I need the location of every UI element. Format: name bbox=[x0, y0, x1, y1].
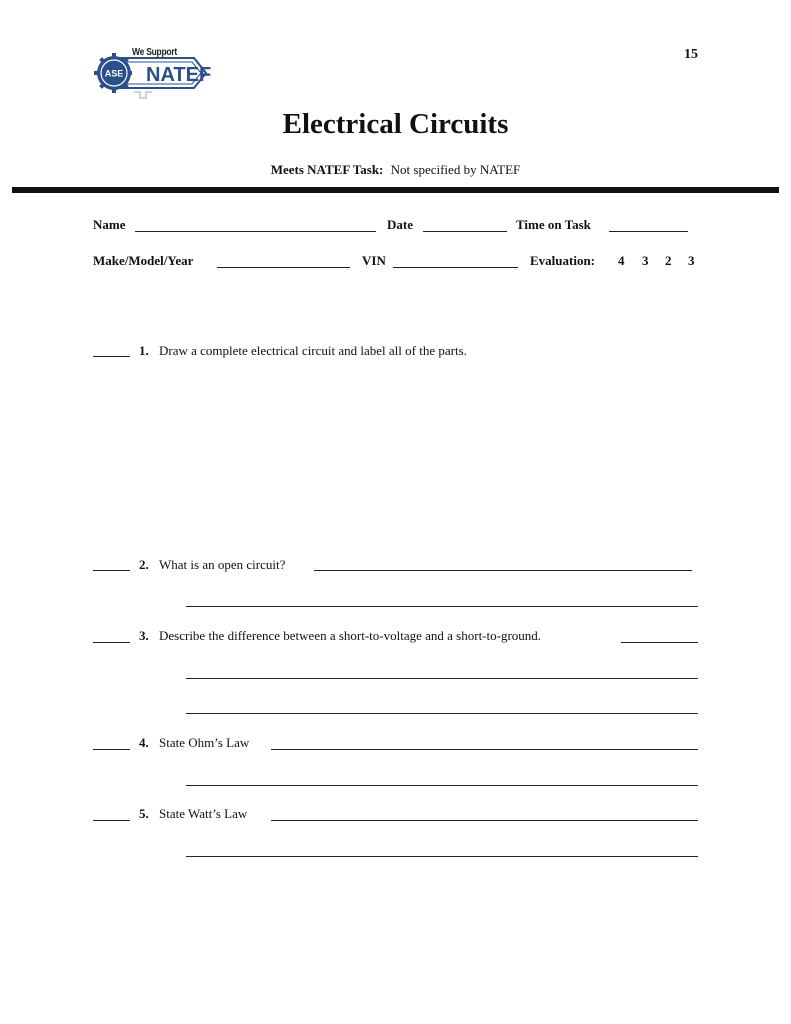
logo-tagline: We Support bbox=[132, 47, 177, 58]
q4-answer-line-2[interactable] bbox=[186, 785, 698, 786]
q2-number: 2. bbox=[139, 557, 149, 572]
q3-text: Describe the difference between a short-to-voltage and a short-to-ground. bbox=[159, 628, 542, 643]
task-label: Meets NATEF Task: bbox=[270, 162, 384, 177]
evaluation-score-3[interactable]: 3 bbox=[642, 253, 649, 268]
q4-number: 4. bbox=[139, 735, 149, 750]
page-title: Electrical Circuits bbox=[282, 108, 509, 140]
logo-brand: NATEF bbox=[146, 64, 212, 86]
task-value: Not specified by NATEF bbox=[390, 162, 521, 177]
q3-answer-line-1[interactable] bbox=[621, 642, 698, 643]
time-on-task-field[interactable] bbox=[609, 231, 688, 232]
q4-answer-line-1[interactable] bbox=[271, 749, 698, 750]
evaluation-score-1[interactable]: 3 bbox=[688, 253, 695, 268]
q3-score-blank[interactable] bbox=[93, 642, 130, 643]
q2-answer-line-1[interactable] bbox=[314, 570, 692, 571]
q1-score-blank[interactable] bbox=[93, 356, 130, 357]
q3-number: 3. bbox=[139, 628, 149, 643]
name-label: Name bbox=[93, 217, 126, 232]
q5-number: 5. bbox=[139, 806, 149, 821]
evaluation-label: Evaluation: bbox=[530, 253, 596, 268]
page-number: 15 bbox=[684, 47, 698, 62]
header-divider bbox=[12, 187, 779, 193]
logo-seal-text: ASE bbox=[104, 68, 124, 79]
evaluation-score-2[interactable]: 2 bbox=[665, 253, 672, 268]
natef-task-line bbox=[0, 162, 791, 178]
q4-text: State Ohm’s Law bbox=[159, 735, 250, 750]
date-label: Date bbox=[387, 217, 413, 232]
make-model-year-field[interactable] bbox=[217, 267, 350, 268]
vin-field[interactable] bbox=[393, 267, 518, 268]
time-on-task-label: Time on Task bbox=[516, 217, 591, 232]
q2-answer-line-2[interactable] bbox=[186, 606, 698, 607]
q4-score-blank[interactable] bbox=[93, 749, 130, 750]
make-model-year-label: Make/Model/Year bbox=[93, 253, 194, 268]
evaluation-score-4[interactable]: 4 bbox=[618, 253, 625, 268]
date-field[interactable] bbox=[423, 231, 507, 232]
q3-answer-line-3[interactable] bbox=[186, 713, 698, 714]
natef-logo bbox=[94, 44, 214, 104]
name-field[interactable] bbox=[135, 231, 376, 232]
q5-answer-line-2[interactable] bbox=[186, 856, 698, 857]
q2-score-blank[interactable] bbox=[93, 570, 130, 571]
q5-text: State Watt’s Law bbox=[159, 806, 248, 821]
q5-answer-line-1[interactable] bbox=[271, 820, 698, 821]
q2-text: What is an open circuit? bbox=[159, 557, 286, 572]
q1-text: Draw a complete electrical circuit and label all of the parts. bbox=[159, 343, 467, 358]
q5-score-blank[interactable] bbox=[93, 820, 130, 821]
q3-answer-line-2[interactable] bbox=[186, 678, 698, 679]
q1-number: 1. bbox=[139, 343, 149, 358]
vin-label: VIN bbox=[362, 253, 386, 268]
